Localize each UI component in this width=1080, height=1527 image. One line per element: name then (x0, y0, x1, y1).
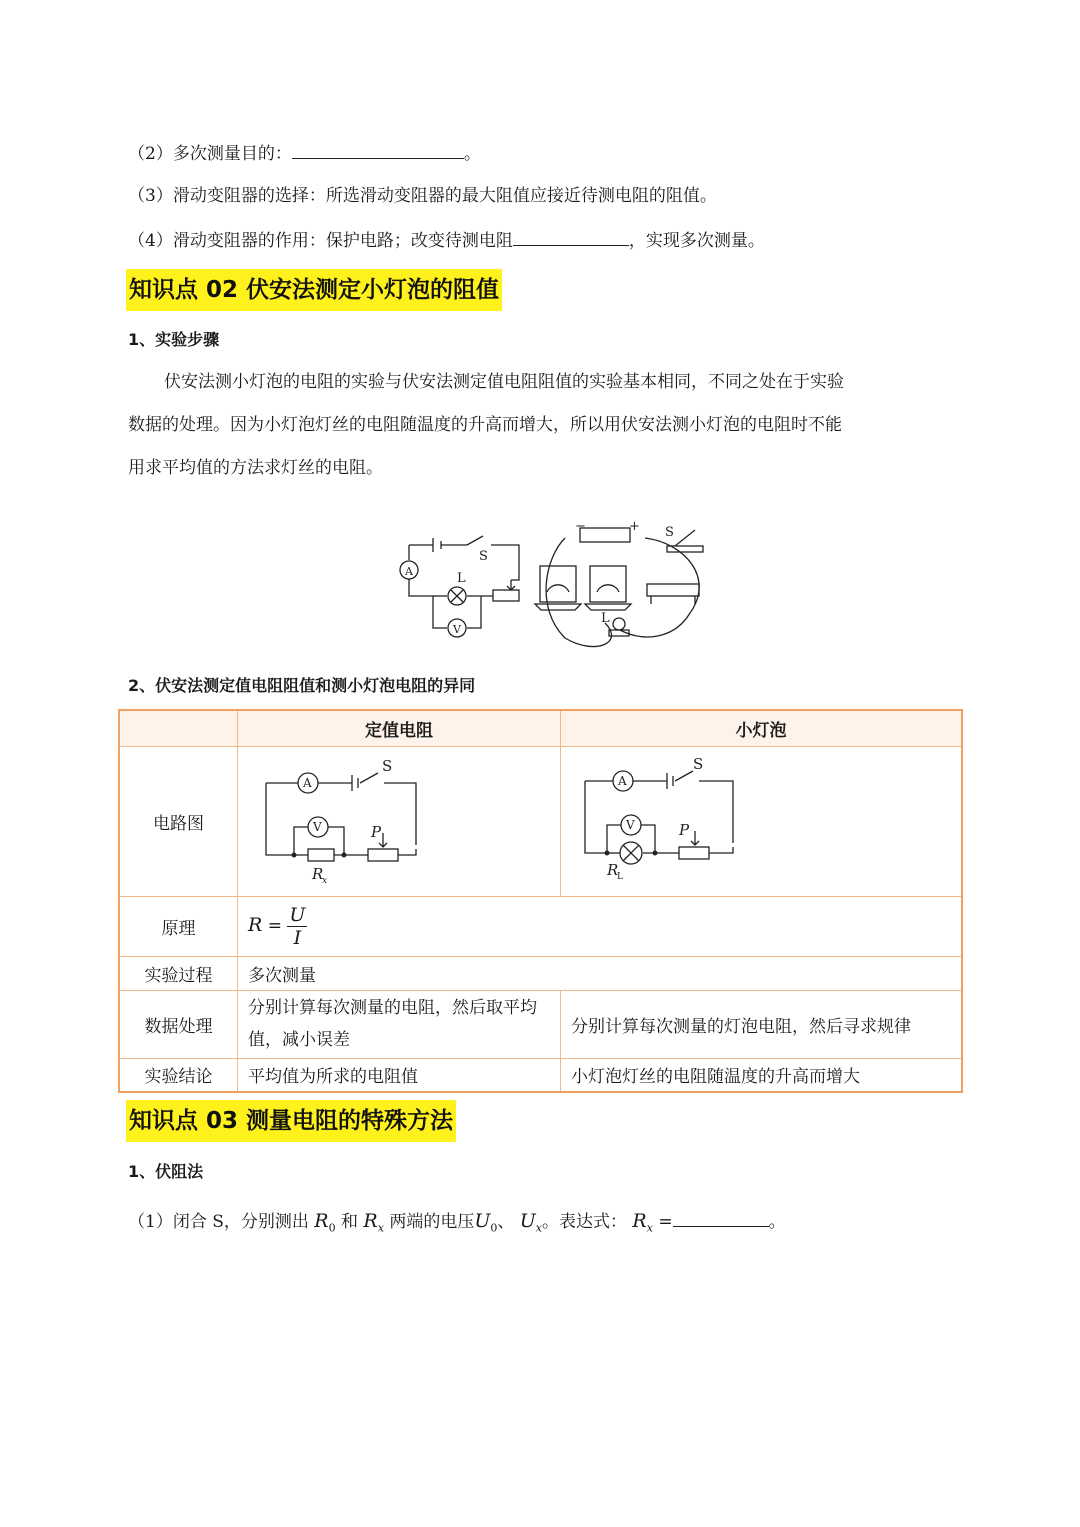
rx-label: R (312, 864, 324, 883)
header-fixed-resistor: 定值电阻 (238, 710, 561, 746)
data-lamp-cell: 分别计算每次测量的灯泡电阻，然后寻求规律 (561, 990, 963, 1058)
formula-r: R (248, 913, 263, 936)
u0-symbol: U (474, 1210, 491, 1232)
r0-subscript: 0 (328, 1221, 336, 1235)
rx-expression-subscript: x (646, 1221, 653, 1235)
principle-formula (238, 896, 963, 956)
table-row (119, 896, 962, 956)
period: 。 (768, 1212, 786, 1232)
question-2-line (128, 140, 481, 166)
table-row (119, 746, 962, 896)
table-header-row (119, 710, 962, 746)
formula-equals: = (267, 915, 282, 936)
equals-sign: = (652, 1212, 673, 1232)
answer-blank[interactable] (292, 140, 464, 159)
q1-text-b: 和 (341, 1212, 358, 1232)
section-03-title: 知识点 03 测量电阻的特殊方法 (126, 1100, 456, 1142)
switch-label: S (693, 754, 704, 773)
lamp-label-2: L (601, 611, 610, 626)
period: 。 (463, 144, 481, 164)
table-row (119, 956, 962, 990)
switch-label: S (382, 756, 393, 775)
fixed-resistor-diagram (238, 747, 560, 891)
question-2-text: （2）多次测量目的： (128, 144, 292, 164)
r0-symbol: R (314, 1210, 329, 1232)
u0-subscript: 0 (490, 1221, 498, 1235)
ux-subscript: x (535, 1221, 542, 1235)
question-4-end: ，实现多次测量。 (628, 231, 765, 251)
separator: 、 (497, 1212, 515, 1232)
slider-label: P (679, 820, 690, 839)
table-row (119, 1058, 962, 1092)
rx-subscript: x (322, 875, 328, 886)
comparison-table (118, 709, 963, 1093)
header-lamp: 小灯泡 (561, 710, 963, 746)
formula-denominator: I (293, 926, 302, 949)
slider-label: P (371, 822, 382, 841)
ammeter-label: A (405, 565, 413, 578)
section-02-title: 知识点 02 伏安法测定小灯泡的阻值 (126, 269, 502, 311)
section-02-paragraph: 伏安法测小灯泡的电阻的实验与伏安法测定值电阻阻值的实验基本相同，不同之处在于实验数据的处理。因为小灯泡灯丝的电阻随温度的升高而增大，所以用伏安法测小灯泡的电阻时不能用求平均值的方法求灯丝的电阻。 (128, 372, 844, 478)
step-title: 1、实验步骤 (128, 330, 220, 349)
table-row (119, 990, 962, 1058)
voltmeter-label: V (453, 623, 461, 636)
ammeter-label: A (303, 775, 312, 790)
data-fixed-cell: 分别计算每次测量的电阻，然后取平均值，减小误差 (238, 990, 561, 1058)
question-3-line (128, 184, 717, 208)
ux-symbol: U (519, 1210, 536, 1232)
lamp-diagram (561, 747, 961, 891)
ammeter-label: A (618, 773, 627, 788)
conclusion-lamp-cell: 小灯泡灯丝的电阻随温度的升高而增大 (561, 1058, 963, 1092)
row-label-data: 数据处理 (119, 990, 238, 1058)
voltmeter-label: V (626, 817, 635, 832)
plus-label: + (629, 519, 640, 534)
minus-label: − (575, 519, 586, 534)
rx-expression-symbol: R (632, 1210, 647, 1232)
header-empty (119, 710, 238, 746)
lamp-label: L (457, 571, 466, 586)
formula-numerator: U (289, 903, 306, 926)
question-4-text: （4）滑动变阻器的作用：保护电路；改变待测电阻 (128, 231, 513, 251)
row-label-circuit: 电路图 (119, 746, 238, 896)
q1-text-a: （1）闭合 S，分别测出 (128, 1212, 309, 1232)
question-1-line (128, 1208, 786, 1240)
circuit-fixed-resistor (238, 746, 561, 896)
rl-label: R (607, 860, 619, 879)
row-label-process: 实验过程 (119, 956, 238, 990)
question-4-line (128, 227, 765, 253)
voltmeter-label: V (313, 819, 322, 834)
q1-text-d: 。表达式： (542, 1212, 627, 1232)
circuit-lamp (561, 746, 963, 896)
formula-fraction (287, 904, 307, 949)
compare-title: 2、伏安法测定值电阻阻值和测小灯泡电阻的异同 (128, 676, 476, 695)
answer-blank[interactable] (513, 227, 629, 246)
rl-subscript: L (617, 871, 623, 882)
process-cell: 多次测量 (238, 956, 963, 990)
row-label-conclusion: 实验结论 (119, 1058, 238, 1092)
rx-symbol: R (363, 1210, 378, 1232)
circuit-figure (395, 518, 715, 660)
answer-blank[interactable] (673, 1208, 769, 1227)
method-title: 1、伏阻法 (128, 1162, 204, 1181)
rx-subscript: x (377, 1221, 384, 1235)
switch-label-2: S (665, 525, 674, 540)
row-label-principle: 原理 (119, 896, 238, 956)
conclusion-fixed-cell: 平均值为所求的电阻值 (238, 1058, 561, 1092)
question-3-text: （3）滑动变阻器的选择：所选滑动变阻器的最大阻值应接近待测电阻的阻值。 (128, 186, 717, 206)
switch-label: S (479, 549, 488, 564)
q1-text-c: 两端的电压 (389, 1212, 475, 1232)
